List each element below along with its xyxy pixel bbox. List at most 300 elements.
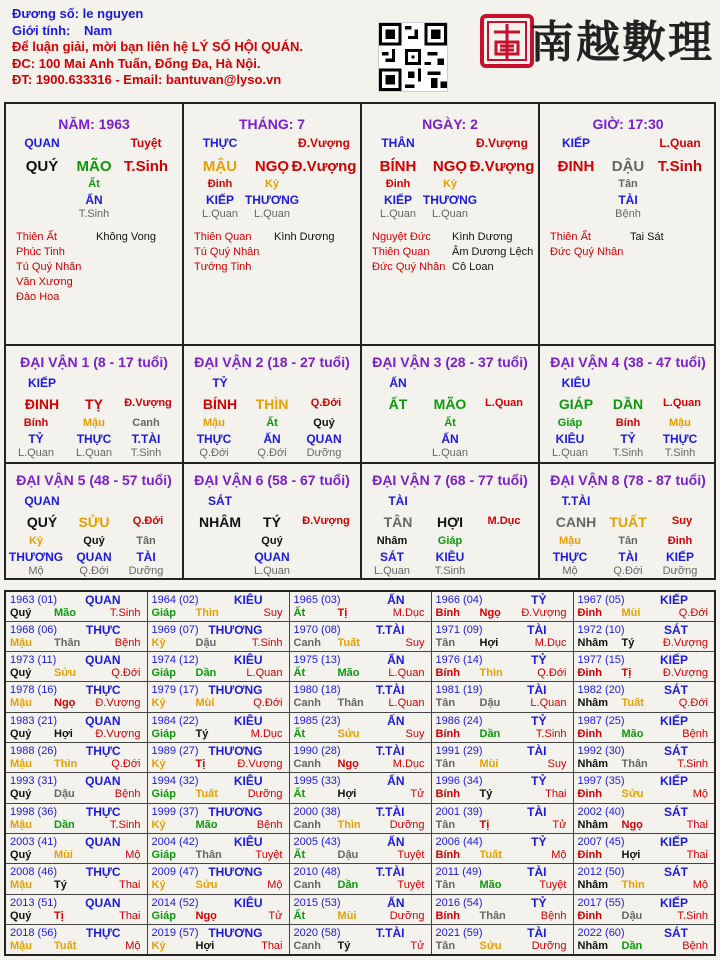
year-stem: Canh	[293, 636, 321, 649]
year-label: 2010 (48)	[293, 866, 341, 879]
year-star: TỶ	[531, 653, 547, 668]
year-cell	[289, 621, 431, 651]
pillar-r4-cell: KIẾP	[383, 193, 412, 207]
year-cell	[573, 834, 715, 864]
year-stem: Đinh	[577, 788, 602, 801]
year-cell	[431, 591, 573, 621]
year-label: 1986 (24)	[435, 714, 483, 727]
dai-van-branch: MÃO	[433, 396, 467, 412]
pillar-r4-cell: THƯƠNG	[244, 193, 300, 207]
year-label: 2004 (42)	[151, 836, 199, 849]
year-stem: Ất	[293, 788, 306, 801]
dai-van-hidden-stem: Mậu	[83, 417, 105, 429]
year-label: 1968 (06)	[10, 623, 58, 636]
year-row	[5, 925, 715, 955]
year-star: ẤN	[387, 653, 405, 668]
year-cell	[5, 621, 147, 651]
dai-van-hidden-state: T.Sinh	[664, 447, 696, 459]
pillar-r2-cell: ĐINH	[557, 158, 595, 175]
pillar-r2-cell: NGỌ	[432, 158, 468, 175]
owner-line: Đương số: le nguyen	[12, 6, 144, 21]
pillar-r4-cell: TÀI	[618, 193, 638, 207]
dai-van-hidden-stem: Quý	[261, 535, 283, 547]
year-star: KIÊU	[233, 774, 263, 789]
star-right: Cô Loan	[452, 261, 494, 273]
year-star: SÁT	[664, 926, 688, 941]
year-stem: Ất	[293, 667, 306, 680]
dai-van-stem: NHÂM	[199, 514, 241, 530]
year-branch: Hợi	[337, 788, 357, 801]
year-cell	[5, 591, 147, 621]
pillar-r2-cell: NGỌ	[254, 158, 290, 175]
year-stem: Quý	[10, 727, 32, 740]
year-label: 2018 (56)	[10, 927, 58, 940]
year-cell	[573, 743, 715, 773]
year-star: KIÊU	[233, 713, 263, 728]
year-state: M.Dục	[250, 727, 283, 740]
year-branch: Thân	[337, 697, 364, 710]
dai-van-top: KIẾP	[27, 376, 56, 390]
year-label: 2011 (49)	[435, 866, 482, 879]
year-state: Đ.Vượng	[662, 667, 708, 680]
year-cell	[147, 773, 289, 803]
year-cell	[431, 682, 573, 712]
four-pillars-board	[4, 102, 716, 580]
year-branch: Dậu	[337, 849, 359, 862]
year-branch: Dậu	[195, 636, 217, 649]
year-label: 2022 (60)	[577, 927, 625, 940]
year-cell	[573, 621, 715, 651]
pillar-r4-cell: THƯƠNG	[422, 193, 478, 207]
year-cell	[5, 773, 147, 803]
year-star: QUAN	[85, 774, 121, 789]
star-right: Tai Sát	[630, 231, 664, 243]
dai-van-hidden-stem: Quý	[83, 535, 105, 547]
year-label: 1985 (23)	[293, 714, 341, 727]
star-left: Thiên Ất	[16, 231, 57, 243]
dai-van-hidden-state: Dưỡng	[662, 565, 698, 577]
year-state: T.Sinh	[251, 636, 283, 649]
year-star: THƯƠNG	[208, 804, 263, 819]
star-right: Không Vong	[96, 231, 156, 243]
dai-van-hidden-state: Q.Đới	[79, 565, 109, 577]
year-star: QUAN	[85, 713, 121, 728]
dai-van-hidden-star: THỰC	[76, 432, 112, 446]
year-cell	[5, 682, 147, 712]
dai-van-hidden-stem: Mậu	[559, 535, 581, 547]
year-star: QUAN	[85, 653, 121, 668]
pillar-r4-cell: KIẾP	[205, 193, 234, 207]
year-stem: Mậu	[10, 879, 32, 892]
year-cell	[147, 803, 289, 833]
year-star: T.TÀI	[375, 683, 405, 698]
year-state: Suy	[263, 607, 283, 619]
year-state: Bệnh	[114, 788, 141, 801]
dai-van-stem: TÂN	[383, 514, 413, 530]
year-branch: Hợi	[479, 636, 499, 649]
year-state: Bệnh	[682, 727, 708, 740]
year-star: KIÊU	[233, 593, 263, 607]
star-left: Tú Quý Nhân	[16, 261, 82, 273]
year-branch: Sửu	[337, 727, 360, 740]
year-label: 1997 (35)	[577, 775, 625, 788]
year-stem: Mậu	[10, 758, 32, 771]
year-state: Tử	[410, 788, 425, 801]
dai-van-hidden-star: KIÊU	[435, 550, 465, 564]
pillar-title: NĂM: 1963	[58, 116, 130, 132]
year-star: TỶ	[531, 593, 547, 607]
year-star: TỶ	[531, 774, 547, 789]
dai-van-hidden-star: T.TÀI	[131, 432, 161, 446]
pillar-r1-cell: L.Quan	[659, 136, 701, 150]
dai-van-hidden-star: THỰC	[196, 432, 232, 446]
dai-van-hidden-state: L.Quan	[551, 447, 589, 459]
year-state: Dưỡng	[389, 909, 425, 922]
year-stem: Giáp	[151, 607, 176, 619]
year-cell	[289, 652, 431, 682]
year-branch: Dần	[621, 940, 643, 953]
year-branch: Ngọ	[479, 607, 501, 619]
dai-van-6	[184, 462, 362, 580]
pillar-month	[184, 104, 362, 344]
year-cell	[573, 803, 715, 833]
year-label: 1989 (27)	[151, 745, 199, 758]
year-label: 1988 (26)	[10, 745, 58, 758]
year-star: ẤN	[387, 774, 405, 789]
year-row	[5, 864, 715, 894]
year-row	[5, 894, 715, 924]
year-row	[5, 621, 715, 651]
star-left: Tướng Tinh	[194, 261, 252, 273]
year-label: 1999 (37)	[151, 805, 199, 818]
year-branch: Tị	[337, 607, 348, 619]
year-state: M.Dục	[392, 607, 425, 619]
dai-van-5	[6, 462, 184, 580]
year-stem: Giáp	[151, 909, 176, 922]
dai-van-hidden-stem: Nhâm	[376, 535, 408, 547]
star-left: Đức Quý Nhân	[550, 246, 624, 258]
dai-van-top: SÁT	[208, 494, 232, 508]
year-stem: Bính	[435, 909, 460, 922]
year-label: 1964 (02)	[151, 594, 199, 606]
year-star: THỰC	[85, 804, 121, 819]
year-cell	[5, 834, 147, 864]
pillar-r2-cell: T.Sinh	[123, 158, 169, 175]
year-stem: Quý	[10, 909, 32, 922]
year-row	[5, 773, 715, 803]
year-cell	[147, 925, 289, 955]
dai-van-top: KIÊU	[561, 376, 591, 390]
year-stem: Bính	[435, 667, 460, 680]
year-branch: Sửu	[479, 940, 502, 953]
year-cell	[289, 803, 431, 833]
year-state: Thai	[119, 909, 141, 922]
year-stem: Đinh	[577, 667, 602, 680]
dai-van-hidden-star: TỶ	[620, 432, 636, 446]
year-label: 1971 (09)	[435, 623, 483, 636]
year-stem: Kỷ	[151, 636, 166, 649]
year-star: THỰC	[85, 622, 121, 637]
star-left: Phúc Tinh	[16, 246, 65, 258]
year-state: T.Sinh	[535, 727, 567, 740]
year-branch: Sửu	[54, 667, 77, 680]
dai-van-stem: CANH	[555, 514, 597, 530]
year-branch: Ngọ	[337, 758, 359, 771]
dai-van-top: QUAN	[24, 494, 60, 508]
year-branch: Tuất	[337, 636, 360, 649]
year-cell	[289, 864, 431, 894]
pillar-r5-cell: L.Quan	[201, 208, 239, 220]
header-info	[12, 6, 303, 89]
year-star: SÁT	[664, 683, 688, 698]
year-star: SÁT	[664, 744, 688, 759]
year-state: Dưỡng	[531, 940, 567, 953]
pillar-r1-cell: Tuyệt	[130, 136, 162, 150]
year-branch: Mùi	[337, 909, 357, 922]
year-state: Q.Đới	[111, 758, 141, 771]
year-cell	[431, 652, 573, 682]
year-cell	[573, 894, 715, 924]
year-cell	[5, 925, 147, 955]
pillar-r3-cell: Ất	[88, 178, 100, 190]
year-label: 2017 (55)	[577, 896, 625, 909]
dai-van-hidden-state: L.Quan	[373, 565, 411, 577]
year-state: Tử	[410, 940, 425, 953]
year-cell	[289, 834, 431, 864]
year-star: SÁT	[664, 622, 688, 637]
dai-van-hidden-star: ẤN	[441, 432, 459, 446]
dai-van-hidden-star: KIẾP	[665, 550, 694, 564]
year-label: 1990 (28)	[293, 745, 341, 758]
dai-van-branch: TÝ	[263, 514, 281, 530]
dai-van-title: ĐẠI VẬN 1 (8 - 17 tuổi)	[20, 354, 168, 370]
dai-van-hidden-state: L.Quan	[431, 447, 469, 459]
year-state: Dưỡng	[247, 788, 283, 801]
year-branch: Tuất	[54, 940, 77, 953]
dai-van-state: Q.Đới	[132, 515, 164, 527]
year-branch: Mão	[54, 607, 76, 619]
year-label: 1982 (20)	[577, 684, 625, 697]
year-star: TÀI	[527, 926, 547, 941]
year-branch: Mão	[195, 818, 218, 831]
pillar-r1-cell: THỰC	[202, 136, 238, 150]
year-state: Thai	[261, 940, 283, 953]
year-stem: Canh	[293, 758, 321, 771]
year-label: 1991 (29)	[435, 745, 483, 758]
year-state: Mộ	[267, 879, 283, 892]
pillar-r5-cell: Bệnh	[615, 208, 641, 220]
year-row	[5, 743, 715, 773]
dai-van-8	[540, 462, 716, 580]
year-cell	[147, 864, 289, 894]
year-state: Tuyệt	[397, 879, 425, 892]
qr-code-icon[interactable]	[378, 22, 448, 92]
year-stem: Bính	[435, 849, 460, 862]
year-label: 2008 (46)	[10, 866, 58, 879]
dai-van-hidden-stem: Tân	[618, 535, 638, 547]
pillar-r2-cell: Đ.Vượng	[469, 158, 535, 175]
year-stem: Tân	[435, 818, 456, 831]
dai-van-hidden-star: TỶ	[28, 432, 44, 446]
year-branch: Thìn	[337, 818, 361, 831]
year-branch: Tuất	[195, 788, 218, 801]
year-star: QUAN	[85, 835, 121, 850]
year-star: T.TÀI	[375, 622, 405, 637]
star-right: Kình Dương	[452, 231, 513, 243]
year-state: Đ.Vượng	[237, 758, 283, 771]
dai-van-hidden-stem: Canh	[132, 417, 160, 429]
dai-van-hidden-state: Mộ	[562, 565, 578, 577]
year-branch: Dậu	[479, 697, 501, 710]
year-cell	[289, 743, 431, 773]
year-cell	[147, 712, 289, 742]
year-label: 1979 (17)	[151, 684, 199, 697]
pillar-r5-cell: L.Quan	[431, 208, 469, 220]
dai-van-hidden-star: THỰC	[552, 550, 588, 564]
pillar-r2-cell: QUÝ	[25, 158, 59, 175]
dai-van-hidden-star: ẤN	[263, 432, 281, 446]
dai-van-top: TỶ	[212, 376, 228, 390]
dai-van-hidden-star: THƯƠNG	[8, 550, 64, 564]
year-stem: Mậu	[10, 818, 32, 831]
contact-line-1: Để luận giải, mời bạn liên hệ LÝ SỐ HỘI QUÁN.	[12, 39, 303, 54]
dai-van-hidden-state: Dưỡng	[128, 565, 164, 577]
year-star: KIẾP	[659, 593, 688, 607]
year-cell	[431, 894, 573, 924]
year-label: 1974 (12)	[151, 654, 199, 667]
year-label: 1975 (13)	[293, 654, 341, 667]
year-star: QUAN	[85, 895, 121, 910]
year-branch: Ngọ	[621, 818, 643, 831]
year-star: TÀI	[527, 744, 547, 759]
pillar-r3-cell: Kỷ	[264, 178, 280, 190]
logo-text: 南越數理	[530, 17, 714, 68]
year-state: Đ.Vượng	[521, 607, 567, 619]
dai-van-hidden-state: Q.Đới	[257, 447, 287, 459]
dai-van-title: ĐẠI VẬN 6 (58 - 67 tuổi)	[194, 472, 350, 488]
dai-van-state: M.Dục	[487, 515, 521, 527]
year-state: Suy	[405, 636, 425, 649]
contact-line-3[interactable]: ĐT: 1900.633316 - Email: bantuvan@lyso.vn	[12, 72, 282, 87]
year-label: 2016 (54)	[435, 896, 483, 909]
star-left: Thiên Quan	[194, 231, 252, 243]
gender-line: Giới tính: Nam	[12, 22, 113, 38]
year-cell	[431, 743, 573, 773]
year-star: THỰC	[85, 865, 121, 880]
year-branch: Tuất	[621, 697, 644, 710]
year-star: T.TÀI	[375, 865, 405, 880]
year-state: Suy	[547, 758, 567, 771]
pillar-r2-cell: DẬU	[611, 158, 645, 175]
year-branch: Mùi	[195, 697, 215, 710]
dai-van-hidden-stem: Đinh	[667, 535, 693, 547]
year-state: Suy	[405, 727, 425, 740]
pillar-r1-cell: THÂN	[381, 136, 415, 150]
year-label: 2001 (39)	[435, 805, 483, 818]
year-cell	[573, 773, 715, 803]
year-branch: Hợi	[195, 940, 215, 953]
year-star: KIÊU	[233, 895, 263, 910]
year-label: 1963 (01)	[10, 594, 58, 606]
year-stem: Bính	[435, 607, 460, 619]
dai-van-hidden-stem: Ất	[444, 417, 456, 429]
year-state: Tuyệt	[539, 879, 567, 892]
year-label: 1993 (31)	[10, 775, 58, 788]
year-cell	[5, 894, 147, 924]
year-star: THƯƠNG	[208, 865, 263, 880]
year-branch: Dần	[195, 667, 217, 680]
year-state: Đ.Vượng	[662, 636, 708, 649]
year-branch: Tý	[195, 727, 209, 740]
year-state: Thai	[119, 879, 141, 892]
year-label: 2003 (41)	[10, 836, 58, 849]
year-branch: Dần	[479, 727, 501, 740]
year-branch: Thân	[621, 758, 648, 771]
year-star: T.TÀI	[375, 926, 405, 941]
year-star: TÀI	[527, 804, 547, 819]
star-left: Thiên Quan	[372, 246, 430, 258]
year-label: 1977 (15)	[577, 654, 625, 667]
pillar-title: THÁNG: 7	[238, 116, 306, 132]
year-label: 1966 (04)	[435, 594, 483, 606]
year-star: T.TÀI	[375, 804, 405, 819]
year-stem: Giáp	[151, 788, 176, 801]
year-branch: Hợi	[54, 727, 73, 740]
dai-van-hidden-stem: Quý	[313, 417, 335, 429]
dai-van-hidden-stem: Kỷ	[28, 535, 44, 547]
year-star: THỰC	[85, 744, 121, 759]
year-state: Mộ	[125, 940, 141, 953]
year-label: 2015 (53)	[293, 896, 341, 909]
year-stem: Bính	[435, 727, 460, 740]
year-cell	[147, 652, 289, 682]
year-star: T.TÀI	[375, 744, 405, 759]
year-star: SÁT	[664, 804, 688, 819]
year-state: L.Quan	[388, 697, 425, 710]
year-cell	[573, 925, 715, 955]
dai-van-stem: ĐINH	[24, 396, 60, 412]
dai-van-hidden-star: THỰC	[662, 432, 698, 446]
year-label: 1965 (03)	[293, 594, 341, 606]
year-stem: Canh	[293, 940, 321, 953]
year-state: Mộ	[125, 849, 141, 862]
year-row	[5, 682, 715, 712]
year-row	[5, 652, 715, 682]
year-stem: Kỷ	[151, 879, 166, 892]
dai-van-branch: HỢI	[437, 514, 463, 530]
year-state: T.Sinh	[677, 758, 708, 771]
star-left: Đức Quý Nhân	[372, 261, 446, 273]
year-label: 2013 (51)	[10, 896, 58, 909]
pillar-r2-cell: T.Sinh	[657, 158, 703, 175]
dai-van-top: T.TÀI	[561, 494, 591, 508]
dai-van-hidden-stem: Tân	[136, 535, 156, 547]
year-branch: Dần	[337, 879, 359, 892]
year-label: 1969 (07)	[151, 623, 199, 636]
year-state: L.Quan	[530, 697, 567, 710]
year-branch: Thân	[479, 909, 506, 922]
year-stem: Ất	[293, 849, 306, 862]
year-state: L.Quan	[246, 667, 283, 680]
year-state: Mộ	[551, 849, 567, 862]
year-cell	[431, 925, 573, 955]
year-branch: Dần	[54, 818, 75, 831]
year-label: 1972 (10)	[577, 623, 625, 636]
year-star: TÀI	[527, 683, 547, 698]
pillar-r1-cell: QUAN	[24, 136, 60, 150]
year-state: Đ.Vượng	[95, 697, 141, 710]
star-left: Thiên Ất	[550, 231, 591, 243]
